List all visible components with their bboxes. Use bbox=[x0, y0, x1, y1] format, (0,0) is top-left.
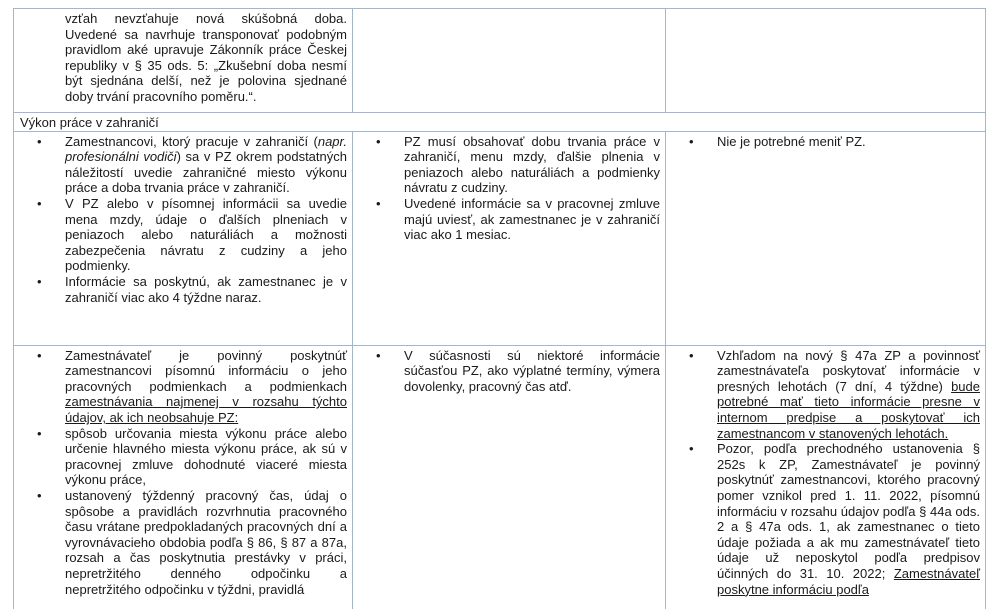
bullet-list bbox=[20, 348, 347, 598]
continued-paragraph: vzťah nevzťahuje nová skúšobná doba. Uvedené sa navrhuje transponovať podobným pravidlom aké upravuje Zákonník práce Českej republiky v § 35 ods. 5: „Zkušební doba nesmí být sjednána delší, než je polovina sjednané doby trvání pracovního poměru.“. bbox=[65, 11, 347, 104]
table-cell bbox=[353, 131, 666, 345]
bullet-icon: • bbox=[37, 487, 42, 503]
list-item: • V súčasnosti sú niektoré informácie súčasťou PZ, ako výplatné termíny, výmera dovolenky, pracovný čas atď. bbox=[376, 347, 660, 394]
bullet-icon: • bbox=[376, 347, 381, 363]
list-item: • Nie je potrebné meniť PZ. bbox=[689, 133, 866, 149]
list-item: • Zamestnávateľ je povinný poskytnúť zamestnancovi písomnú informáciu o jeho pracovných podmienkach a podmienkach zamestnávania najmenej v rozsahu týchto údajov, ak ich neobsahuje PZ: bbox=[37, 347, 347, 425]
table-row bbox=[14, 345, 986, 609]
list-item: • V PZ alebo v písomnej informácii sa uvedie mena mzdy, údaje o ďalších plneniach v peniazoch alebo naturáliách a možnosti zabezpečenia návratu z cudziny a jeho podmienky. bbox=[37, 195, 347, 274]
bullet-icon: • bbox=[37, 347, 42, 363]
list-item: • Informácie sa poskytnú, ak zamestnanec je v zahraničí viac ako 4 týždne naraz. bbox=[37, 273, 347, 305]
bullet-list bbox=[359, 134, 660, 243]
bullet-list bbox=[672, 348, 980, 598]
table-cell bbox=[14, 345, 353, 609]
table-cell bbox=[666, 9, 986, 113]
bullet-list bbox=[359, 348, 660, 395]
table-cell bbox=[353, 345, 666, 609]
section-title: Výkon práce v zahraničí bbox=[14, 113, 986, 132]
bullet-icon: • bbox=[37, 425, 42, 441]
bullet-icon: • bbox=[689, 441, 694, 457]
list-item: • ustanovený týždenný pracovný čas, údaj o spôsobe a pravidlách rozvrhnutia pracovného času vrátane predpokladaných pracovných dní a vyrovnávacieho obdobia podľa § 86, § 87 a 87a, rozsah a čas poskytnutia prestávky v práci, nepretržitého denného odpočinku a nepretržitého odpočinku v týždni, pravidlá bbox=[37, 487, 347, 597]
list-item: • PZ musí obsahovať dobu trvania práce v zahraničí, menu mzdy, ďalšie plnenia v peniazoch alebo naturáliách a podmienky návratu z cudziny. bbox=[376, 133, 660, 196]
section-header-row bbox=[14, 113, 986, 132]
bullet-icon: • bbox=[376, 133, 381, 149]
list-item: • Vzhľadom na nový § 47a ZP a povinnosť zamestnávateľa poskytovať informácie v presných lehotách (7 dní, 4 týždne) bude potrebné mať tieto informácie presne v internom predpise a poskytovať ich zamestnancom v stanovených lehotách. bbox=[689, 347, 980, 441]
bullet-icon: • bbox=[37, 195, 42, 211]
bullet-icon: • bbox=[37, 273, 42, 289]
table-row bbox=[14, 9, 986, 113]
bullet-icon: • bbox=[37, 133, 42, 149]
table-cell bbox=[666, 131, 986, 345]
comparison-table bbox=[13, 8, 986, 609]
list-item: • spôsob určovania miesta výkonu práce alebo určenie hlavného miesta výkonu práce, ak sú v pracovnej zmluve dohodnuté viaceré miesta výkonu práce, bbox=[37, 425, 347, 488]
bullet-icon: • bbox=[689, 133, 694, 149]
bullet-list bbox=[672, 134, 980, 150]
list-item: • Pozor, podľa prechodného ustanovenia § 252s k ZP, Zamestnávateľ je povinný poskytnúť zamestnancovi, ktorého pracovný pomer vznikol pred 1. 11. 2022, písomnú informáciu v rozsahu údajov podľa § 44a ods. 2 a § 47a ods. 1, ak zamestnanec o tieto údaje požiada a ak mu zamestnávateľ tieto údaje už neposkytol podľa predpisov účinných do 31. 10. 2022; Zamestnávateľ poskytne informáciu podľa bbox=[689, 441, 980, 597]
table-cell bbox=[353, 9, 666, 113]
table-row bbox=[14, 131, 986, 345]
table-cell bbox=[14, 131, 353, 345]
list-item: • Uvedené informácie sa v pracovnej zmluve majú uviesť, ak zamestnanec je v zahraničí viac ako 1 mesiac. bbox=[376, 195, 660, 243]
bullet-icon: • bbox=[689, 347, 694, 363]
bullet-list bbox=[20, 134, 347, 306]
table-cell bbox=[14, 9, 353, 113]
table-cell bbox=[666, 345, 986, 609]
list-item: • Zamestnancovi, ktorý pracuje v zahraničí (napr. profesionálni vodiči) sa v PZ okrem podstatných náležitostí uvedie zahraničné miesto výkonu práce a doba trvania práce v zahraničí. bbox=[37, 133, 347, 196]
bullet-icon: • bbox=[376, 195, 381, 211]
